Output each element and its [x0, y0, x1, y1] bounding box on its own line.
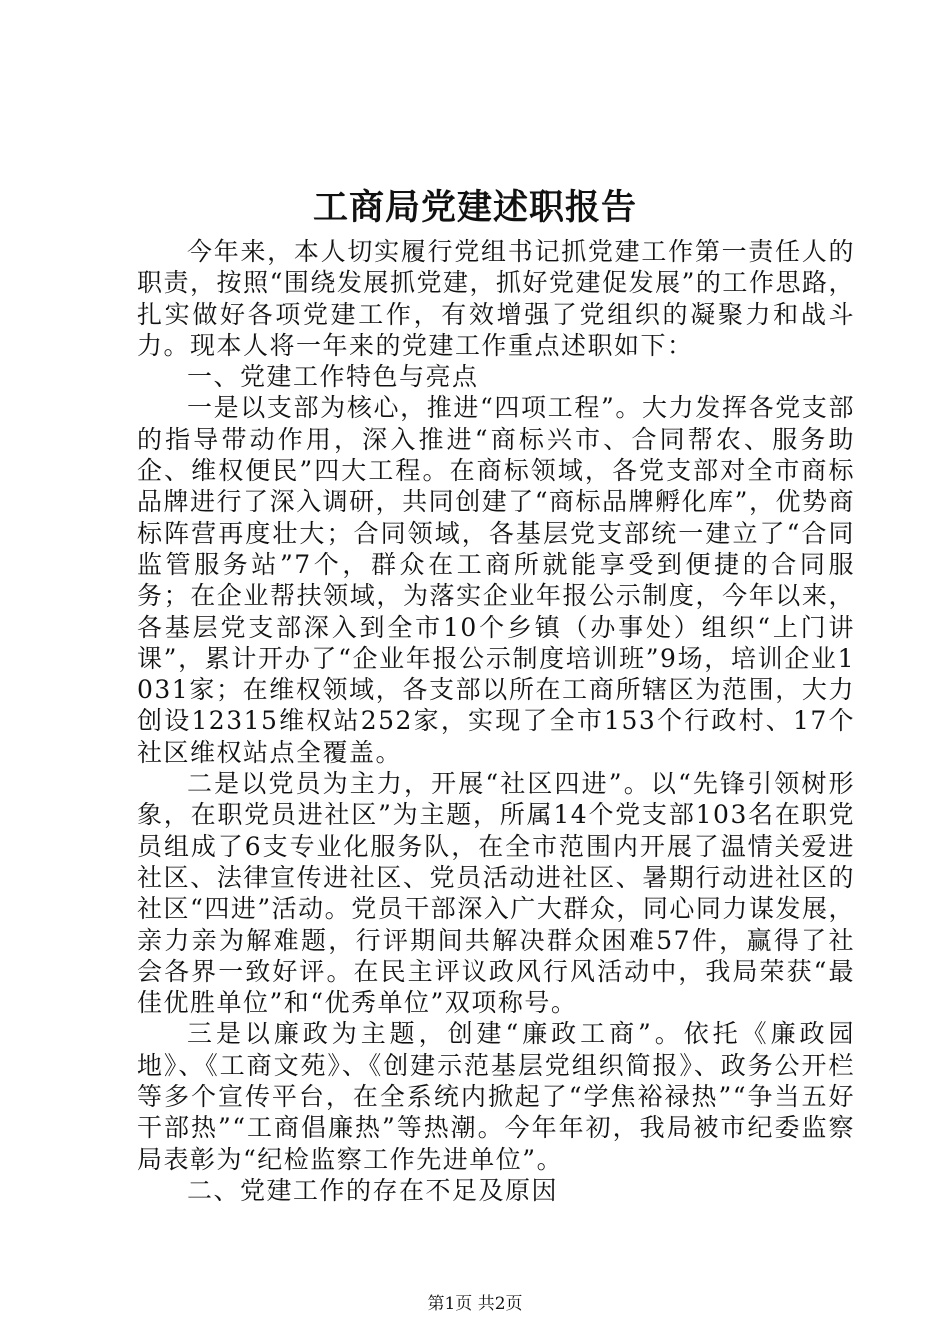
paragraph-community: 二是以党员为主力，开展“社区四进”。以“先锋引领树形象，在职党员进社区”为主题，所属14个党支部103名在职党员组成了6支专业化服务队，在全市范围内开展了温情关爱进社区、法律宣传进社区、党员活动进社区、暑期行动进社区的社区“四进”活动。党员干部深入广大群众，同心同力谋发展，亲力亲为解难题，行评期间共解决群众困难57件，赢得了社会各界一致好评。在民主评议政风行风活动中，我局荣获“最佳优胜单位”和“优秀单位”双项称号。 — [137, 769, 855, 1018]
page-number: 第1页 共2页 — [427, 1294, 523, 1314]
paragraph-integrity: 三是以廉政为主题，创建“廉政工商”。依托《廉政园地》、《工商文苑》、《创建示范基层党组织简报》、政务公开栏等多个宣传平台，在全系统内掀起了“学焦裕禄热”“争当五好干部热”“工商倡廉热”等热潮。今年年初，我局被市纪委监察局表彰为“纪检监察工作先进单位”。 — [137, 1019, 855, 1174]
intro-paragraph: 今年来，本人切实履行党组书记抓党建工作第一责任人的职责，按照“围绕发展抓党建，抓好党建促发展”的工作思路，扎实做好各项党建工作，有效增强了党组织的凝聚力和战斗力。现本人将一年来的党建工作重点述职如下： — [137, 237, 855, 360]
document-title: 工商局党建述职报告 — [312, 187, 637, 228]
document-body — [137, 236, 855, 1206]
section-heading-2: 二、党建工作的存在不足及原因 — [187, 1175, 559, 1205]
section-heading-1: 一、党建工作特色与亮点 — [187, 362, 479, 392]
paragraph-four-projects: 一是以支部为核心，推进“四项工程”。大力发挥各党支部的指导带动作用，深入推进“商标兴市、合同帮农、服务助企、维权便民”四大工程。在商标领域，各党支部对全市商标品牌进行了深入调研，共同创建了“商标品牌孵化库”，优势商标阵营再度壮大；合同领域，各基层党支部统一建立了“合同监管服务站”7个，群众在工商所就能享受到便捷的合同服务；在企业帮扶领域，为落实企业年报公示制度，今年以来，各基层党支部深入到全市10个乡镇（办事处）组织“上门讲课”，累计开办了“企业年报公示制度培训班”9场，培训企业1031家；在维权领域，各支部以所在工商所辖区为范围，大力创设12315维权站252家，实现了全市153个行政村、17个社区维权站点全覆盖。 — [137, 393, 855, 767]
